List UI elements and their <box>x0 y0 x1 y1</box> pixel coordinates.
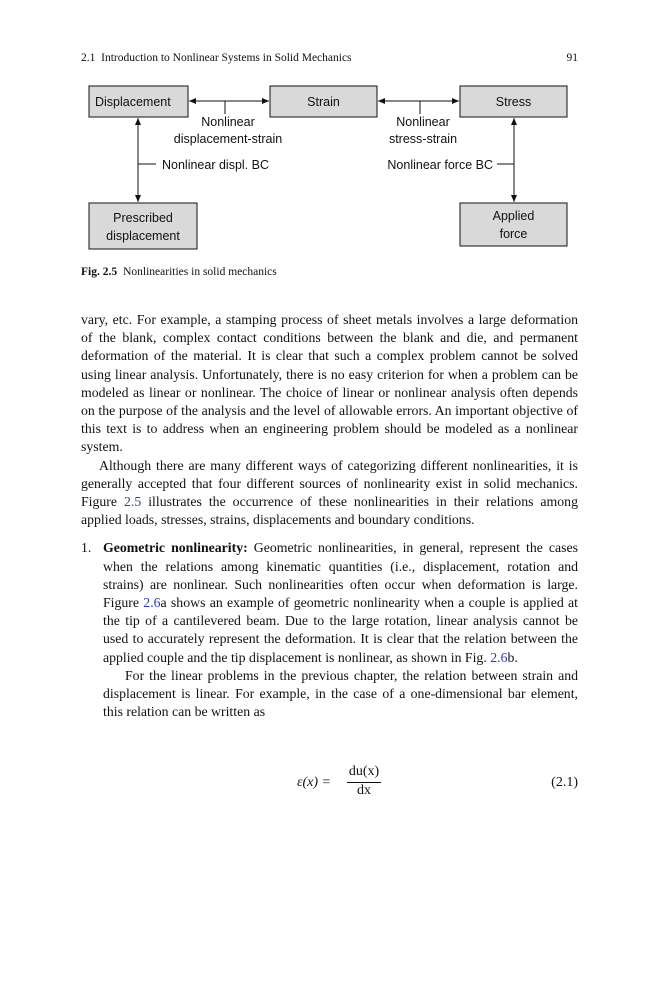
svg-text:Strain: Strain <box>307 95 340 109</box>
figure-ref-2-6a[interactable]: 2.6 <box>143 595 161 611</box>
figure-caption-text: Nonlinearities in solid mechanics <box>123 266 277 278</box>
figure-ref-2-6b[interactable]: 2.6 <box>490 649 508 665</box>
label-nonlinear-disp-strain-1: Nonlinear <box>201 115 255 129</box>
box-displacement <box>89 86 188 117</box>
label-nonlinear-stress-strain-2: stress-strain <box>388 132 458 146</box>
equation-2-1 <box>81 764 578 804</box>
svg-text:Prescribed: Prescribed <box>113 211 173 225</box>
nonlinearity-diagram <box>0 0 660 260</box>
page-number: 91 <box>566 52 578 64</box>
box-stress <box>460 86 567 117</box>
list-item-number: 1. <box>81 540 92 556</box>
equation-denominator: dx <box>357 783 371 798</box>
equation-numerator: du(x) <box>348 764 380 779</box>
list-item-paragraph-2: For the linear problems in the previous chapter, the relation between strain and displacement is linear. For example, in the case of a one-dimensional bar element, this relation can be written as <box>103 667 578 720</box>
label-nonlinear-force-bc: Nonlinear force BC <box>387 158 493 172</box>
label-nonlinear-disp-strain-2: displacement-strain <box>173 132 283 146</box>
equation-lhs: ε(x) = <box>297 775 332 790</box>
figure-caption <box>81 266 277 278</box>
list-item-title: Geometric nonlinearity: <box>103 540 248 556</box>
box-strain <box>270 86 377 117</box>
svg-text:displacement: displacement <box>106 229 180 243</box>
list-item-paragraph-1: Geometric nonlinearity: Geometric nonlinearities, in general, represent the cases when the relations among kinematic quantities (i.e., displacement, rotation and strains) are nonlinear. Such nonlinearities often occur when deformation is large. Figure 2.6a shows an example of geometric nonlinearity when a couple is applied at the tip of a cantilevered beam. Due to the large rotation, linear analysis cannot be used to accurately represent the deformation. It is clear that the relation between the applied couple and the tip displacement is nonlinear, as shown in Fig. 2.6b. <box>103 540 578 665</box>
paragraph-1: vary, etc. For example, a stamping process of sheet metals involves a large deformation of the blank, complex contact conditions between the blank and die, and permanent deformation of the material. It is clear that such a complex problem cannot be solved using linear analysis. Unfortunately, there is no easy criterion for when a problem can be modeled as linear or nonlinear. The choice of linear or nonlinear analysis often depends on the purpose of the analysis and the level of allowable errors. An important objective of this text is to address when an engineering problem should be modeled as a nonlinear system. <box>81 312 578 455</box>
box-prescribed-displacement <box>89 203 197 249</box>
list-item <box>81 539 578 721</box>
svg-text:Applied: Applied <box>492 209 535 223</box>
equation-fraction <box>347 764 381 801</box>
svg-text:Displacement: Displacement <box>95 95 171 109</box>
body-text <box>81 311 578 721</box>
paragraph-2: Although there are many different ways of categorizing different nonlinearities, it is generally accepted that four different sources of nonlinearity exist in solid mechanics. Figure 2.5 illustrates the occurrence of these nonlinearities in their relations among applied loads, stresses, strains, displacements and boundary conditions. <box>81 457 578 528</box>
figure-ref-2-5[interactable]: 2.5 <box>124 494 142 510</box>
figure-caption-label: Fig. 2.5 <box>81 266 118 278</box>
label-nonlinear-stress-strain-1: Nonlinear <box>396 115 450 129</box>
label-nonlinear-displ-bc: Nonlinear displ. BC <box>162 158 269 172</box>
svg-text:force: force <box>499 227 528 241</box>
svg-text:Stress: Stress <box>495 95 532 109</box>
header-section-title: 2.1 Introduction to Nonlinear Systems in Solid Mechanics <box>81 52 352 64</box>
equation-number: (2.1) <box>551 775 578 790</box>
box-applied-force <box>460 203 567 246</box>
